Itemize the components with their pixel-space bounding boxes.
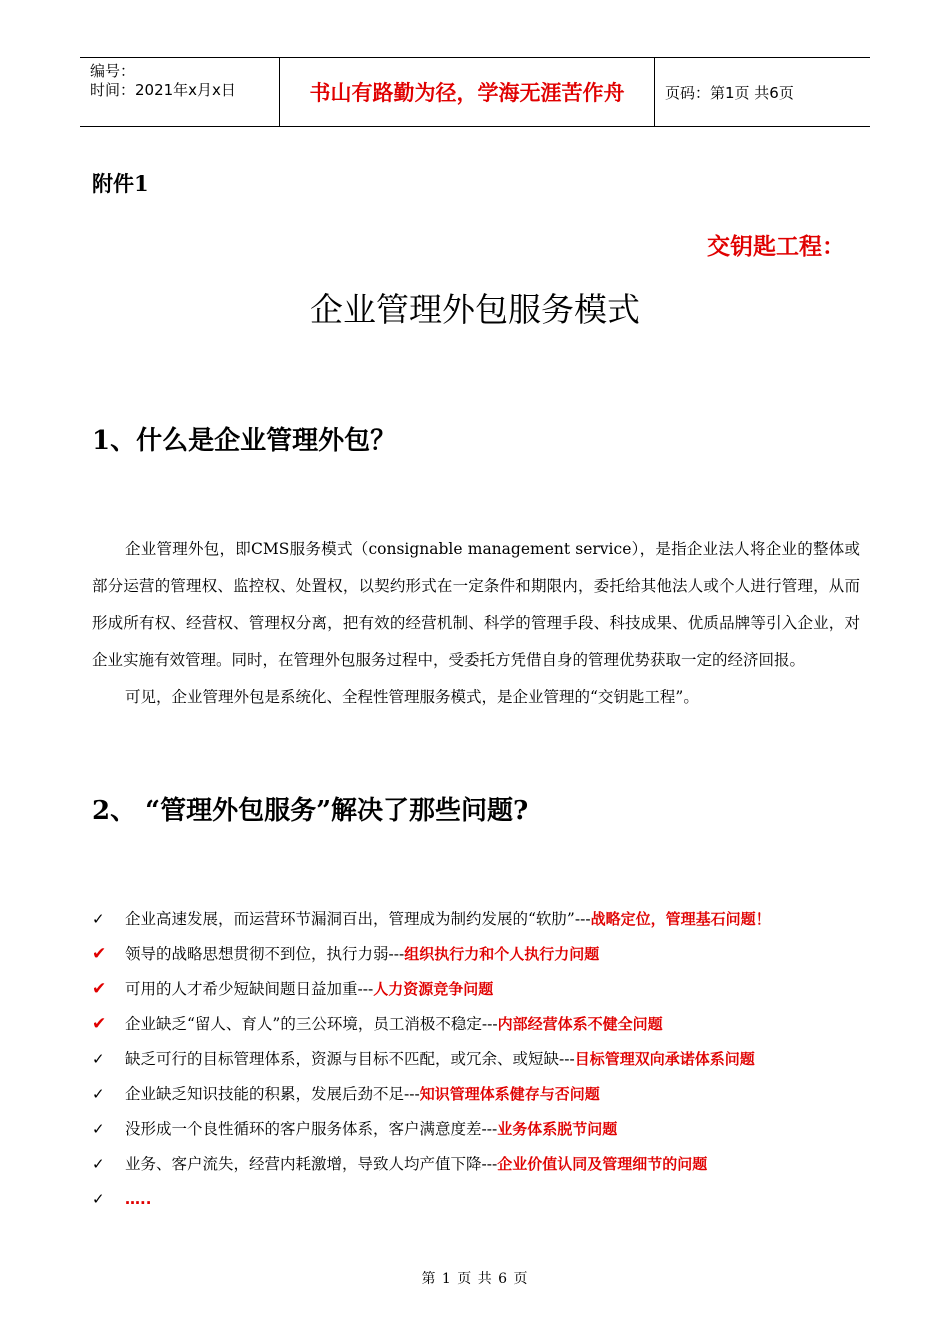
attachment-label: 附件1 <box>92 171 149 196</box>
header-page-info: 页码：第1页 共6页 <box>665 83 794 102</box>
section2-heading: 2、 “管理外包服务”解决了那些问题? <box>92 796 529 826</box>
list-item: ✔ 企业缺乏“留人、育人”的三公环境，员工消极不稳定--- 内部经营体系不健全问题 <box>92 1007 872 1042</box>
checkmark-icon: ✓ <box>92 1120 105 1138</box>
list-item: ✓ ….. <box>92 1182 872 1217</box>
checkmark-icon: ✓ <box>92 910 105 928</box>
document-title: 企业管理外包服务模式 <box>310 290 640 329</box>
key-project-label: 交钥匙工程： <box>707 233 845 260</box>
list-item: ✔ 可用的人才希少短缺间题日益加重--- 人力资源竞争问题 <box>92 972 872 1007</box>
document-date-label: 时间：2021年x月x日 <box>90 81 236 99</box>
section1-paragraph-1: 企业管理外包，即CMS服务模式（consignable management service），是指企业法人将企业的整体或部分运营的管理权、监控权、处置权，以契约形式在一定条件和期限内，委托给其他法人或个人进行管理，从而形成所有权、经营权、管理权分离，把有效的经营机制、科学的管理手段、科技成果、优质品牌等引入企业，对企业实施有效管理。同时，在管理外包服务过程中，受委托方凭借自身的管理优势获取一定的经济回报。 <box>92 540 860 669</box>
problem-list <box>92 902 872 1217</box>
checkmark-icon: ✓ <box>92 1190 105 1208</box>
page-footer: 第 1 页 共 6 页 <box>421 1271 529 1287</box>
checkmark-icon: ✓ <box>92 1085 105 1103</box>
section1-body <box>92 531 860 716</box>
list-item: ✓ 企业高速发展，而运营环节漏洞百出，管理成为制约发展的“软肋”--- 战略定位，管理基石问题！ <box>92 902 872 937</box>
checkmark-icon: ✔ <box>92 1014 107 1034</box>
header-motto: 书山有路勤为径，学海无涯苦作舟 <box>280 58 655 126</box>
checkmark-icon: ✔ <box>92 944 107 964</box>
page-header <box>80 57 870 127</box>
checkmark-icon: ✓ <box>92 1155 105 1173</box>
list-item: ✔ 领导的战略思想贯彻不到位，执行力弱--- 组织执行力和个人执行力问题 <box>92 937 872 972</box>
list-item: ✓ 企业缺乏知识技能的积累，发展后劲不足--- 知识管理体系健存与否问题 <box>92 1077 872 1112</box>
section1-paragraph-2: 可见，企业管理外包是系统化、全程性管理服务模式，是企业管理的“交钥匙工程”。 <box>125 688 699 706</box>
checkmark-icon: ✓ <box>92 1050 105 1068</box>
section1-heading: 1、什么是企业管理外包？ <box>92 426 397 456</box>
list-item: ✓ 业务、客户流失，经营内耗激增，导致人均产值下降--- 企业价值认同及管理细节的问题 <box>92 1147 872 1182</box>
header-meta <box>80 58 280 126</box>
list-item: ✓ 没形成一个良性循环的客户服务体系，客户满意度差--- 业务体系脱节问题 <box>92 1112 872 1147</box>
list-item: ✓ 缺乏可行的目标管理体系，资源与目标不匹配，或冗余、或短缺--- 目标管理双向承诺体系问题 <box>92 1042 872 1077</box>
document-number-label: 编号： <box>90 62 136 80</box>
checkmark-icon: ✔ <box>92 979 107 999</box>
